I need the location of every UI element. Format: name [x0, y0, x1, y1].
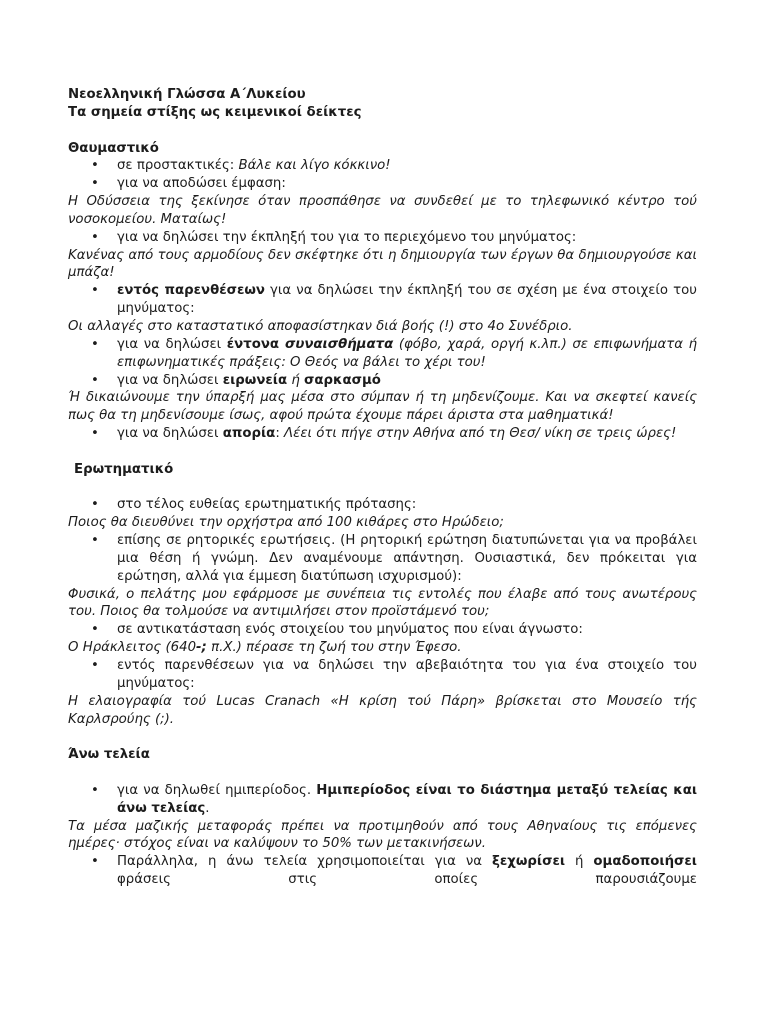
list-item: [68, 336, 697, 372]
list-item: [68, 782, 697, 818]
spacer: [68, 122, 697, 140]
example-paragraph: Τα μέσα μαζικής μεταφοράς πρέπει να προτιμηθούν από τους Αθηναίους τις επόμενες ημέρες· στόχος είναι να καλύψουν το 50% των μετακινήσεων.: [68, 818, 697, 852]
list-item: [68, 372, 697, 390]
bullet-icon: •: [91, 336, 99, 352]
list-item: [68, 853, 697, 889]
inline-example: (φόβο, χαρά, οργή κ.λπ.) σε επιφωνήματα ή επιφωνηματικές πράξεις: Ο Θεός να βάλει το χέρι του!: [117, 336, 698, 370]
item-text: ή: [565, 854, 594, 870]
list-item: [68, 229, 697, 247]
document-subtitle: Τα σημεία στίξης ως κειμενικοί δείκτες: [68, 104, 362, 120]
bullet-icon: •: [91, 658, 99, 673]
list-item: [68, 157, 697, 175]
example-paragraph: Η Οδύσσεια της ξεκίνησε όταν προσπάθησε να συνδεθεί με το τηλεφωνικό κέντρο τού νοσοκομείου. Ματαίως!: [68, 194, 697, 227]
italic-connector: ή: [287, 372, 305, 388]
section-heading-semicolon: Άνω τελεία: [68, 747, 150, 763]
item-text: για να αποδώσει έμφαση:: [117, 176, 286, 192]
bold-term: ειρωνεία: [222, 372, 288, 388]
bullet-icon: •: [91, 372, 99, 388]
inline-example: Βάλε και λίγο κόκκινο!: [238, 158, 391, 174]
bold-term: εντός παρενθέσεων: [117, 283, 265, 299]
example-paragraph: [68, 639, 697, 657]
document-title: Νεοελληνική Γλώσσα Α΄Λυκείου: [68, 87, 306, 102]
list-item: [68, 175, 697, 193]
section-heading-exclamation: Θαυμαστικό: [68, 140, 159, 156]
document-content: [68, 86, 697, 889]
bold-term: ομαδοποιήσει: [593, 854, 697, 870]
bullet-icon: •: [91, 854, 99, 870]
list-item: [68, 621, 697, 639]
item-text: για να δηλώσει: [117, 336, 227, 352]
spacer: [68, 728, 697, 746]
inline-example: Λέει ότι πήγε στην Αθήνα από τη Θεσ/ νίκη σε τρεις ώρες!: [284, 426, 677, 442]
example-paragraph: Οι αλλαγές στο καταστατικό αποφασίστηκαν διά βοής (!) στο 4ο Συνέδριο.: [68, 318, 573, 334]
example-paragraph: Κανένας από τους αρμοδίους δεν σκέφτηκε ότι η δημιουργία των έργων θα δημιουργούσε και μπάζα!: [68, 247, 697, 281]
item-text: :: [275, 426, 285, 442]
item-text: για να δηλώσει: [117, 426, 223, 442]
item-text: για να δηλώσει: [117, 372, 223, 388]
bold-italic-term: συναισθήματα: [285, 336, 394, 352]
item-text: .: [205, 800, 210, 816]
item-text: φράσεις στις οποίες παρουσιάζουμε: [117, 872, 697, 888]
example-text: π.Χ.) πέρασε τη ζωή του στην Έφεσο.: [206, 640, 462, 656]
item-text: Παράλληλα, η άνω τελεία χρησιμοποιείται για να: [117, 854, 493, 870]
section-heading-question: Ερωτηματικό: [74, 461, 174, 477]
bullet-icon: •: [91, 229, 99, 245]
list-item: [68, 532, 697, 586]
example-paragraph: Φυσικά, ο πελάτης μου εφάρμοσε με συνέπεια τις εντολές που έλαβε από τους ανωτέρους του. Ποιος θα τολμούσε να αντιμιλήσει στον προϊστάμενό του;: [68, 586, 697, 620]
list-item: [68, 496, 697, 514]
spacer: [68, 764, 697, 782]
bullet-icon: •: [91, 622, 99, 638]
bullet-icon: •: [91, 158, 99, 174]
bold-term: απορία: [222, 426, 276, 442]
item-text: εντός παρενθέσεων για να δηλώσει την αβεβαιότητα του για ένα στοιχείο του μηνύματος:: [117, 658, 697, 691]
item-text: σε αντικατάσταση ενός στοιχείου του μηνύματος που είναι άγνωστο:: [117, 622, 583, 638]
bullet-icon: •: [91, 533, 99, 549]
item-text: επίσης σε ρητορικές ερωτήσεις. (Η ρητορική ερώτηση διατυπώνεται για να προβάλει μια θέση ή γνώμη. Δεν αναμένουμε απάντηση. Ουσιαστικά, δεν πρόκειται για ερώτηση, αλλά για έμμεση διατύπωση ισχυρισμού):: [117, 533, 697, 584]
bold-mark: -;: [196, 640, 207, 656]
list-item: [68, 657, 697, 693]
item-text: για να δηλώσει την έκπληξή του για το περιεχόμενο του μηνύματος:: [117, 229, 577, 245]
bullet-icon: •: [91, 283, 99, 299]
bold-term: ξεχωρίσει: [492, 854, 566, 870]
bold-term: έντονα: [226, 336, 286, 352]
item-text: στο τέλος ευθείας ερωτηματικής πρότασης:: [117, 497, 417, 513]
list-item: [68, 282, 697, 318]
bold-definition: Ημιπερίοδος είναι το διάστημα μεταξύ τελείας και άνω τελείας: [117, 782, 698, 816]
bullet-icon: •: [91, 426, 99, 442]
list-item: [68, 425, 697, 443]
bullet-icon: •: [91, 176, 99, 192]
item-text: για να δηλώσει την έκπληξή του σε σχέση με ένα στοιχείο του μηνύματος:: [117, 283, 697, 317]
bullet-icon: •: [91, 782, 99, 798]
item-text: σε προστακτικές:: [117, 158, 239, 174]
spacer: [68, 443, 697, 461]
bullet-icon: •: [91, 497, 99, 513]
example-paragraph: Ποιος θα διευθύνει την ορχήστρα από 100 κιθάρες στο Ηρώδειο;: [68, 515, 504, 531]
example-paragraph: Ή δικαιώνουμε την ύπαρξή μας μέσα στο σύμπαν ή τη μηδενίζουμε. Και να σκεφτεί κανείς πως θα τη μηδενίσουμε ίσως, αφού πρώτα έχουμε πάρει άριστα στα μαθηματικά!: [68, 390, 697, 424]
example-text: Ο Ηράκλειτος (640: [68, 640, 197, 656]
item-text: για να δηλωθεί ημιπερίοδος.: [117, 782, 317, 798]
spacer: [68, 479, 697, 497]
bold-term: σαρκασμό: [304, 372, 381, 388]
example-paragraph: Η ελαιογραφία τού Lucas Cranach «Η κρίση τού Πάρη» βρίσκεται στο Μουσείο τής Καρλσρούης (;).: [68, 693, 697, 727]
